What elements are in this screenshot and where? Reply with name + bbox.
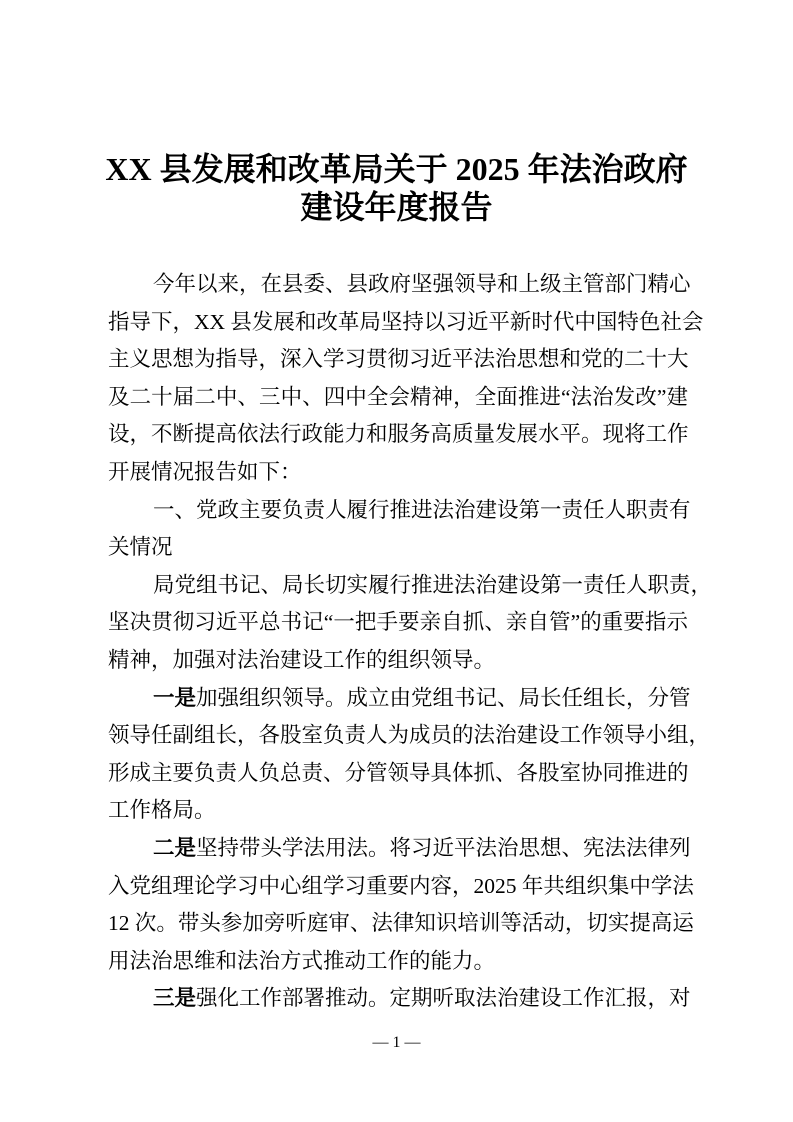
page-number: — 1 —	[372, 1034, 421, 1051]
text-line	[108, 341, 688, 379]
text-line	[108, 905, 694, 943]
line-text: 精神，加强对法治建设工作的组织领导。	[108, 647, 496, 672]
paragraph	[108, 980, 691, 1018]
text-line	[108, 755, 688, 793]
line-text: 入党组理论学习中心组学习重要内容，2025 年共组织集中学法	[108, 873, 694, 898]
line-text: 坚决贯彻习近平总书记“一把手要亲自抓、亲自管”的重要指示	[108, 610, 688, 635]
paragraph-lead: 一是	[153, 685, 197, 710]
text-line	[108, 868, 694, 906]
text-line	[108, 680, 691, 718]
line-text: 强化工作部署推动。定期听取法治建设工作汇报，对	[196, 986, 691, 1011]
line-text: 坚持带头学法用法。将习近平法治思想、宪法法律列	[196, 835, 691, 860]
paragraph	[108, 266, 704, 492]
line-text: 局党组书记、局长切实履行推进法治建设第一责任人职责，	[153, 572, 713, 597]
line-text: 主义思想为指导，深入学习贯彻习近平法治思想和党的二十大	[108, 347, 689, 372]
paragraph-lead: 三是	[153, 986, 197, 1011]
line-text: 形成主要负责人负总责、分管领导具体抓、各股室协同推进的	[108, 760, 689, 785]
paragraph-lead: 二是	[153, 835, 197, 860]
text-line	[108, 792, 688, 830]
text-line	[108, 642, 688, 680]
text-line	[108, 567, 713, 605]
text-line	[108, 604, 688, 642]
document-title-line-1: XX 县发展和改革局关于 2025 年法治政府	[105, 151, 688, 187]
document-title-line-2: 建设年度报告	[300, 189, 493, 225]
text-line	[108, 379, 688, 417]
paragraph	[108, 567, 713, 680]
text-line	[108, 454, 688, 492]
paragraph	[108, 830, 694, 980]
line-text: 及二十届二中、三中、四中全会精神，全面推进“法治发改”建	[108, 384, 688, 409]
line-text: 用法治思维和法治方式推动工作的能力。	[108, 948, 496, 973]
line-text: 领导任副组长，各股室负责人为成员的法治建设工作领导小组，	[108, 723, 711, 748]
line-text: 今年以来，在县委、县政府坚强领导和上级主管部门精心	[153, 272, 691, 296]
text-line	[108, 416, 688, 454]
line-text: 指导下，XX 县发展和改革局坚持以习近平新时代中国特色社会	[108, 309, 704, 334]
line-text: 关情况	[108, 535, 173, 560]
line-text: 工作格局。	[108, 798, 216, 823]
text-line	[108, 304, 704, 342]
document-body	[108, 266, 713, 1018]
text-line	[108, 830, 691, 868]
text-line	[108, 717, 711, 755]
line-text: 12 次。带头参加旁听庭审、法律知识培训等活动，切实提高运	[108, 911, 694, 936]
text-line	[108, 943, 688, 981]
line-text: 一、党政主要负责人履行推进法治建设第一责任人职责有	[153, 497, 691, 522]
line-text: 设，不断提高依法行政能力和服务高质量发展水平。现将工作	[108, 422, 689, 447]
line-text: 开展情况报告如下：	[108, 459, 302, 484]
text-line	[108, 980, 691, 1018]
paragraph	[108, 680, 711, 830]
line-text: 加强组织领导。成立由党组书记、局长任组长，分管	[196, 685, 691, 710]
text-line	[108, 266, 691, 304]
section-heading	[108, 492, 691, 567]
text-line	[108, 529, 688, 567]
text-line	[108, 492, 691, 530]
